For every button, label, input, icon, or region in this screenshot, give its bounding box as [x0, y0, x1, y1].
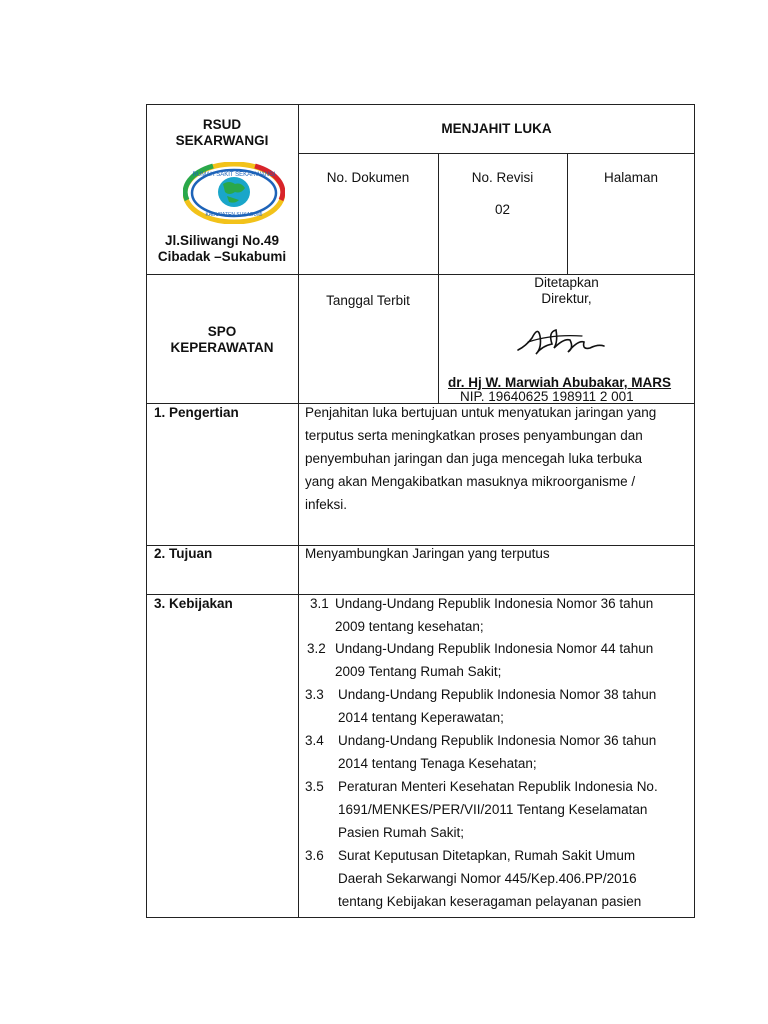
kebijakan-item	[307, 637, 326, 660]
doc-number-label: No. Dokumen	[326, 170, 410, 185]
section-label-kebijakan: 3. Kebijakan	[154, 596, 233, 611]
globe-icon	[218, 177, 250, 207]
tujuan-text: Menyambungkan Jaringan yang terputus	[305, 546, 550, 561]
kebijakan-item-number: 3.3	[305, 687, 324, 702]
revision-label: No. Revisi	[471, 170, 534, 185]
kebijakan-item	[305, 775, 324, 798]
kebijakan-item-text: Undang-Undang Republik Indonesia Nomor 36 tahun 2009 tentang kesehatan;	[335, 596, 654, 634]
kebijakan-item-text: Undang-Undang Republik Indonesia Nomor 44 tahun 2009 Tentang Rumah Sakit;	[335, 641, 654, 679]
logo-ring-text-top: RUMAH SAKIT SEKARWANGI	[192, 172, 276, 178]
hospital-address: Jl.Siliwangi No.49 Cibadak –Sukabumi	[157, 233, 287, 264]
signer-name: dr. Hj W. Marwiah Abubakar, MARS	[448, 375, 672, 390]
section-label-tujuan: 2. Tujuan	[154, 546, 213, 561]
kebijakan-item-text: Surat Keputusan Ditetapkan, Rumah Sakit Umum Daerah Sekarwangi Nomor 445/Kep.406.PP/2016 tentang Kebijakan keseragaman pelayanan pasien	[338, 848, 642, 909]
hospital-logo	[183, 162, 285, 224]
kebijakan-item	[305, 844, 324, 867]
kebijakan-item-number: 3.4	[305, 733, 324, 748]
kebijakan-item	[305, 683, 324, 706]
section-label-pengertian: 1. Pengertian	[154, 405, 239, 420]
signer-nip: NIP. 19640625 198911 2 001	[460, 389, 634, 404]
approval-heading: Ditetapkan Direktur,	[534, 275, 599, 306]
kebijakan-item-number: 3.1	[310, 596, 329, 611]
kebijakan-item	[305, 729, 324, 752]
kebijakan-item-number: 3.2	[307, 641, 326, 656]
kebijakan-item-text: Peraturan Menteri Kesehatan Republik Indonesia No. 1691/MENKES/PER/VII/2011 Tentang Keselamatan Pasien Rumah Sakit;	[338, 779, 658, 840]
director-signature	[512, 318, 612, 362]
document-title: MENJAHIT LUKA	[441, 121, 552, 136]
logo-ring-text-bottom: KABUPATEN SUKABUMI	[205, 212, 263, 218]
revision-value: 02	[494, 202, 511, 217]
kebijakan-item-text: Undang-Undang Republik Indonesia Nomor 36 tahun 2014 tentang Tenaga Kesehatan;	[338, 733, 657, 771]
kebijakan-item-number: 3.5	[305, 779, 324, 794]
kebijakan-item-text: Undang-Undang Republik Indonesia Nomor 38 tahun 2014 tentang Keperawatan;	[338, 687, 657, 725]
column-divider	[298, 104, 299, 918]
kebijakan-item	[310, 592, 329, 615]
issue-date-label: Tanggal Terbit	[326, 293, 410, 308]
page-label: Halaman	[603, 170, 659, 185]
row-divider	[298, 153, 695, 154]
pengertian-text: Penjahitan luka bertujuan untuk menyatukan jaringan yang terputus serta meningkatkan proses penyambungan dan penyembuhan jaringan dan juga mencegah luka terbuka yang akan Mengakibatkan masuknya mikroorganisme / infeksi.	[305, 405, 657, 512]
spo-category: SPO KEPERAWATAN	[170, 324, 274, 355]
kebijakan-item-number: 3.6	[305, 848, 324, 863]
org-name: RSUD SEKARWANGI	[175, 117, 269, 148]
